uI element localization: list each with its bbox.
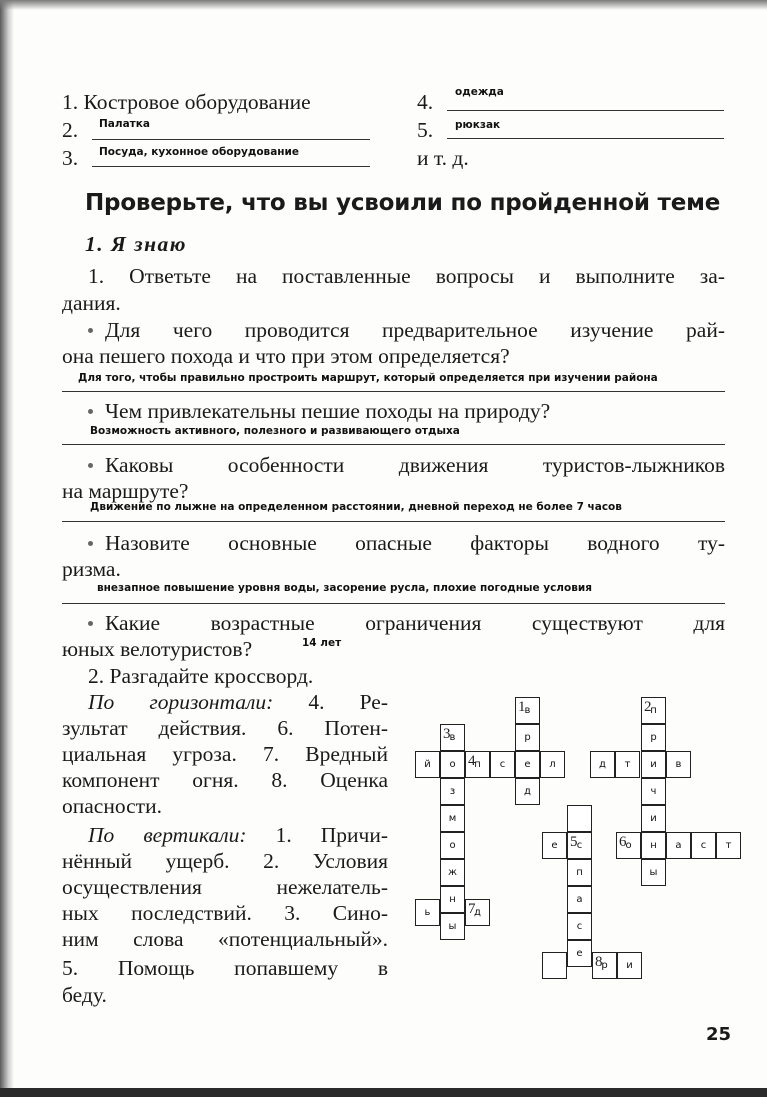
crossword-cell[interactable]	[490, 751, 515, 778]
task2-title: 2. Разгадайте кроссворд.	[88, 664, 314, 688]
crossword-letter: с	[499, 759, 506, 770]
crossword-cell[interactable]	[615, 751, 640, 778]
crossword-cell[interactable]	[641, 859, 666, 886]
list-item-1-number: 1.	[62, 90, 79, 114]
task1-intro-line1: 1. Ответьте на поставленные вопросы и выполните за-	[88, 264, 725, 288]
crossword-letter: в	[449, 732, 456, 743]
list-item-5-number: 5.	[417, 118, 434, 142]
clue-line: нённый ущерб. 2. Условия	[62, 849, 388, 873]
crossword-letter: о	[449, 840, 456, 851]
crossword-letter: ь	[424, 907, 431, 918]
crossword-cell[interactable]	[641, 697, 666, 724]
crossword-cell[interactable]	[515, 778, 540, 805]
crossword-letter: ы	[448, 921, 457, 932]
crossword-cell[interactable]	[716, 832, 741, 859]
crossword-cell[interactable]	[616, 832, 641, 859]
crossword-cell[interactable]	[666, 832, 691, 859]
crossword-cell[interactable]	[415, 899, 440, 926]
question-1-line2: она пешего похода и что при этом определяется?	[62, 344, 510, 368]
question-5-line2: юных велотуристов?	[62, 637, 253, 661]
crossword-letter: е	[524, 759, 531, 770]
crossword-cell[interactable]	[592, 952, 617, 979]
clue-line: циальная угроза. 7. Вредный	[62, 742, 388, 766]
task1-intro-line2: дания.	[62, 291, 121, 315]
clue-line: осуществления нежелатель-	[62, 875, 388, 899]
crossword-cell[interactable]	[440, 724, 465, 751]
answer-3: Движение по лыжне на определенном расстоянии, дневной переход не более 7 часов	[90, 501, 622, 513]
crossword-cell[interactable]	[567, 859, 592, 886]
crossword-letter: р	[601, 960, 608, 971]
crossword-letter: п	[650, 705, 657, 716]
answer-4: внезапное повышение уровня воды, засорение русла, плохие погодные условия	[97, 582, 592, 594]
clue-line: беду.	[62, 983, 107, 1007]
question-text: Чем привлекательны пешие походы на природу?	[105, 399, 551, 423]
crossword-letter: о	[625, 840, 632, 851]
crossword-cell[interactable]	[440, 751, 465, 778]
crossword-letter: н	[449, 894, 456, 905]
crossword-clue-number: 6	[619, 834, 627, 850]
clue-line: ных последствий. 3. Сино-	[62, 901, 388, 925]
clue-line: опасности.	[62, 794, 162, 818]
crossword-cell[interactable]	[641, 751, 666, 778]
crossword-letter: п	[576, 867, 583, 878]
subsection-title: 1. Я знаю	[85, 232, 187, 256]
crossword-cell[interactable]	[515, 724, 540, 751]
crossword-cell[interactable]	[465, 899, 490, 926]
crossword-cell[interactable]	[590, 751, 615, 778]
answer-5: 14 лет	[302, 637, 342, 649]
crossword-letter: в	[524, 705, 531, 716]
crossword-cell[interactable]	[641, 832, 666, 859]
crossword-letter: з	[449, 786, 456, 797]
crossword-clue-number: 1	[518, 699, 526, 715]
list-item-2-answer: Палатка	[99, 118, 150, 130]
crossword-cell[interactable]	[440, 805, 465, 832]
crossword-letter: п	[474, 759, 481, 770]
crossword-cell[interactable]	[415, 751, 440, 778]
question-text: Какие возрастные ограничения существуют для	[105, 611, 725, 635]
crossword-cell[interactable]	[617, 952, 642, 979]
crossword-cell[interactable]	[540, 751, 565, 778]
crossword-cell[interactable]	[641, 724, 666, 751]
crossword-letter: с	[700, 840, 707, 851]
crossword-letter: ч	[650, 786, 657, 797]
crossword-clue-number: 2	[644, 699, 652, 715]
crossword-letter: м	[448, 813, 457, 824]
crossword-cell[interactable]	[567, 832, 592, 859]
question-text: Каковы особенности движения туристов-лыжников	[105, 453, 725, 477]
crossword-letter: р	[524, 732, 531, 743]
list-item-4-answer: одежда	[455, 86, 504, 98]
crossword-cell[interactable]	[542, 952, 567, 979]
crossword-clue-number: 4	[468, 753, 476, 769]
crossword-cell[interactable]	[641, 805, 666, 832]
clue-line: зультат действия. 6. Потен-	[62, 716, 388, 740]
crossword-letter: д	[599, 759, 606, 770]
crossword-cell[interactable]	[440, 913, 465, 940]
crossword-letter: т	[624, 759, 631, 770]
crossword-letter: с	[576, 840, 583, 851]
crossword-cell[interactable]	[515, 697, 540, 724]
clue-line: компонент огня. 8. Оценка	[62, 768, 388, 792]
clue-line: 5. Помощь попавшему в	[62, 956, 388, 980]
crossword-cell[interactable]	[567, 913, 592, 940]
crossword-cell[interactable]	[515, 751, 540, 778]
crossword-clue-number: 3	[443, 726, 451, 742]
crossword-cell[interactable]	[691, 832, 716, 859]
crossword-letter: ы	[649, 867, 658, 878]
crossword-letter: д	[524, 786, 531, 797]
crossword-letter: т	[725, 840, 732, 851]
crossword-letter: а	[576, 894, 583, 905]
crossword-letter: е	[576, 948, 583, 959]
crossword-cell[interactable]	[465, 751, 490, 778]
list-item-5-answer: рюкзак	[455, 119, 501, 131]
clue-line: 4. Ре-	[273, 690, 388, 714]
crossword-cell[interactable]	[641, 778, 666, 805]
crossword-cell[interactable]	[440, 886, 465, 913]
crossword-clue-number: 8	[595, 954, 603, 970]
section-title: Проверьте, что вы усвоили по пройденной теме	[85, 190, 721, 216]
list-item-3-number: 3.	[62, 146, 79, 170]
crossword-cell[interactable]	[567, 886, 592, 913]
question-text: Для чего проводится предварительное изучение рай-	[105, 318, 725, 342]
crossword-clue-number: 7	[468, 901, 476, 917]
crossword-letter: ж	[447, 867, 457, 878]
crossword-cell[interactable]	[440, 778, 465, 805]
list-item-2-number: 2.	[62, 118, 79, 142]
answer-2: Возможность активного, полезного и развивающего отдыха	[90, 425, 460, 437]
crossword-letter: л	[549, 759, 556, 770]
question-text: Назовите основные опасные факторы водного ту-	[105, 531, 725, 555]
vertical-label: По вертикали:	[88, 823, 247, 847]
crossword-cell[interactable]	[542, 832, 567, 859]
crossword-letter: й	[424, 759, 431, 770]
horizontal-label: По горизонтали:	[88, 690, 274, 714]
crossword-clue-number: 5	[570, 834, 578, 850]
question-4-line2: ризма.	[62, 557, 121, 581]
list-item-3-answer: Посуда, кухонное оборудование	[99, 146, 300, 158]
crossword-letter: и	[650, 813, 657, 824]
crossword-letter: н	[650, 840, 657, 851]
crossword-letter: о	[449, 759, 456, 770]
answer-1: Для того, чтобы правильно простроить маршрут, который определяется при изучении района	[78, 372, 658, 384]
clue-line: ним слова «потенциальный».	[62, 927, 388, 951]
list-etc: и т. д.	[417, 146, 469, 170]
crossword-letter: с	[576, 921, 583, 932]
crossword-cell[interactable]	[440, 859, 465, 886]
crossword-letter: е	[551, 840, 558, 851]
crossword-letter: д	[474, 907, 481, 918]
list-item-1-text: Костровое оборудование	[83, 90, 311, 114]
crossword-cell[interactable]	[567, 940, 592, 967]
crossword-cell[interactable]	[440, 832, 465, 859]
crossword-letter: р	[650, 732, 657, 743]
crossword-letter: и	[650, 759, 657, 770]
clue-line: 1. Причи-	[246, 823, 389, 847]
crossword-letter: в	[675, 759, 682, 770]
crossword-cell[interactable]	[567, 805, 592, 832]
question-3-line2: на маршруте?	[62, 479, 189, 503]
crossword-cell[interactable]	[666, 751, 691, 778]
crossword-letter: и	[626, 960, 633, 971]
list-item-4-number: 4.	[417, 90, 434, 114]
crossword-letter: а	[675, 840, 682, 851]
page-number: 25	[706, 1024, 732, 1045]
